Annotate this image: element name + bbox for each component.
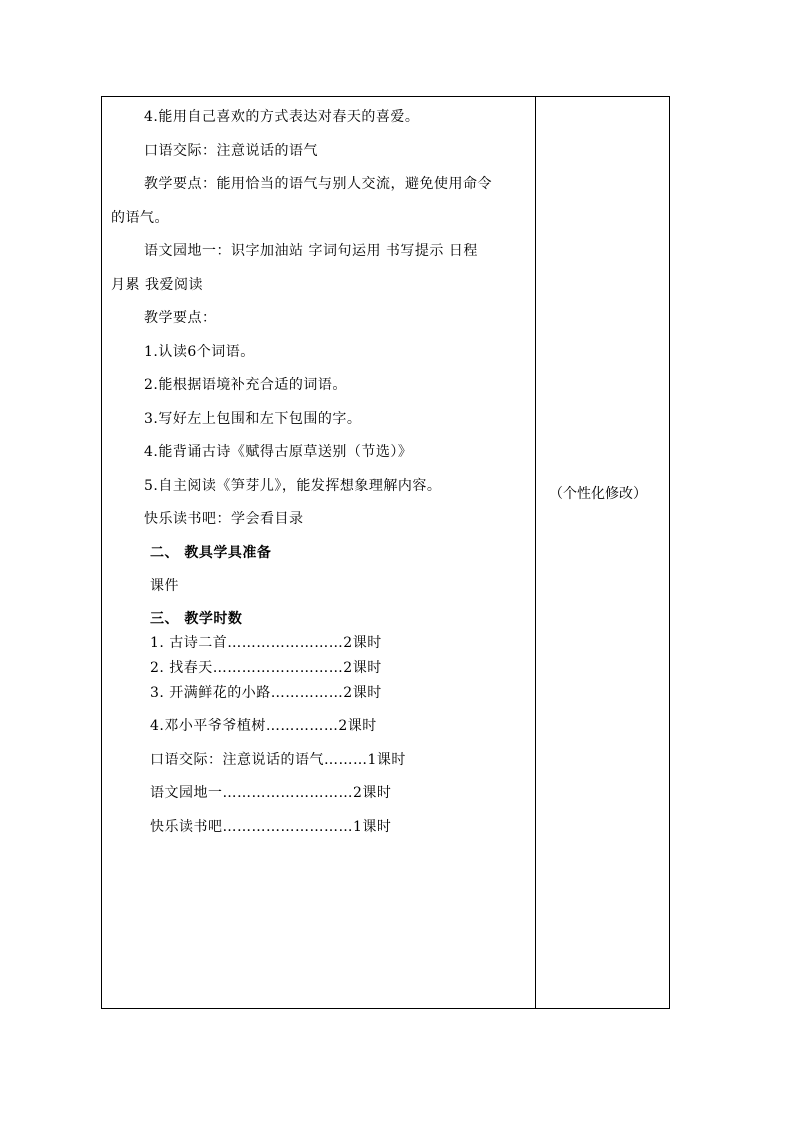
- hours-row-2: 2. 找春天………………………2课时: [150, 660, 382, 676]
- teaching-point-1: 1.认读6个词语。: [144, 344, 255, 360]
- objective-line-4: 4.能用自己喜欢的方式表达对春天的喜爱。: [144, 109, 420, 125]
- notes-cell: [536, 97, 669, 1008]
- chinese-garden-title: 语文园地一：识字加油站 字词句运用 书写提示 日程: [144, 243, 478, 259]
- oral-teaching-points: 教学要点：能用恰当的语气与别人交流，避免使用命令: [144, 176, 492, 192]
- hours-row-garden: 语文园地一………………………2课时: [150, 785, 392, 801]
- teaching-point-3: 3.写好左上包围和左下包围的字。: [144, 411, 362, 427]
- teaching-point-4: 4.能背诵古诗《赋得古原草送别（节选）》: [144, 444, 413, 460]
- content-cell: [102, 97, 535, 1008]
- oral-communication-title: 口语交际：注意说话的语气: [144, 143, 318, 159]
- section-2-heading: 二、 教具学具准备: [150, 545, 272, 561]
- personalized-edit-note: （个性化修改）: [549, 486, 647, 502]
- happy-reading-line: 快乐读书吧：学会看目录: [144, 511, 304, 527]
- lesson-plan-table: [101, 96, 670, 1009]
- hours-row-4: 4.邓小平爷爷植树……………2课时: [150, 718, 377, 734]
- hours-row-1: 1. 古诗二首……………………2课时: [150, 635, 382, 651]
- section-2-content: 课件: [150, 578, 179, 594]
- teaching-point-2: 2.能根据语境补充合适的词语。: [144, 377, 347, 393]
- hours-row-3: 3. 开满鲜花的小路……………2课时: [150, 685, 382, 701]
- section-3-heading: 三、 教学时数: [150, 611, 243, 627]
- chinese-garden-title-cont: 月累 我爱阅读: [111, 277, 203, 293]
- teaching-point-5: 5.自主阅读《笋芽儿》，能发挥想象理解内容。: [144, 478, 442, 494]
- oral-teaching-points-cont: 的语气。: [111, 210, 169, 226]
- hours-row-oral: 口语交际：注意说话的语气………1课时: [150, 752, 406, 768]
- teaching-points-heading: 教学要点：: [144, 310, 217, 326]
- hours-row-reading: 快乐读书吧………………………1课时: [150, 819, 392, 835]
